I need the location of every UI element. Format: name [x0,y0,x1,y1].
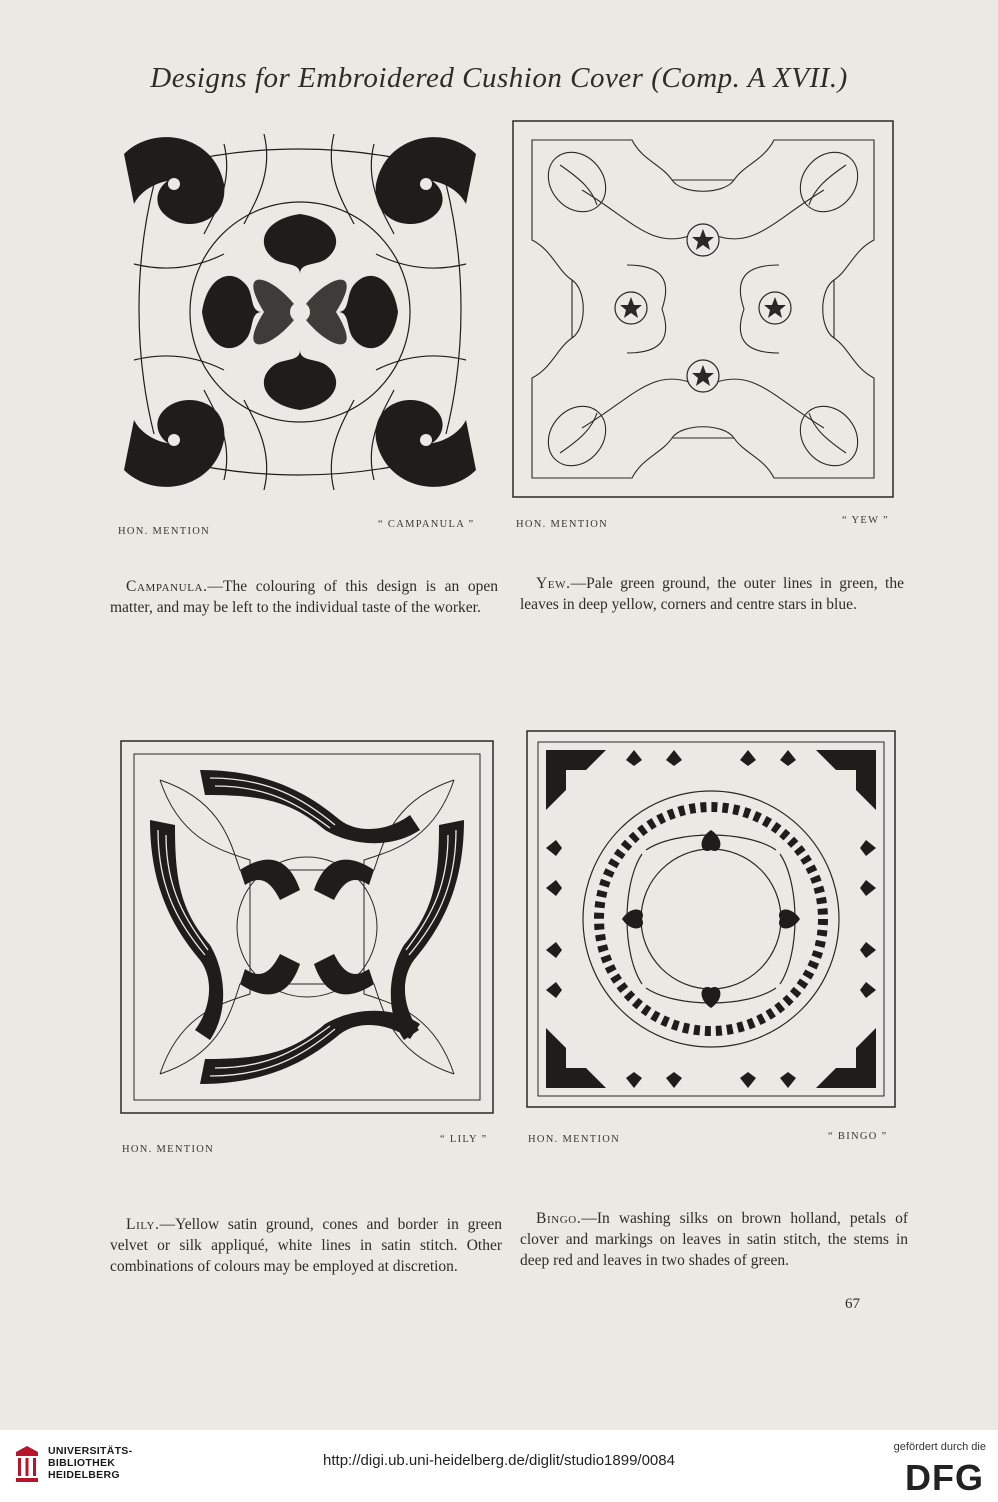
digitization-footer [0,1430,998,1502]
campanula-award: HON. MENTION [118,526,211,537]
lily-motto: “ LILY ” [440,1134,488,1145]
bingo-description [520,1208,908,1271]
lily-text: —Yellow satin ground, cones and border in green velvet or silk appliqué, white lines in satin stitch. Other combinations of colours may be employed at discretion. [110,1216,502,1275]
funded-by-label: gefördert durch die [893,1441,986,1453]
bingo-lead: Bingo. [536,1210,582,1227]
yew-design-image [512,120,894,498]
page-title: Designs for Embroidered Cushion Cover (Comp. A XVII.) [150,62,848,94]
bingo-design-image [526,730,896,1108]
bingo-text: —In washing silks on brown holland, petals of clover and markings on leaves in satin stitch, the stems in deep red and leaves in two shades of green. [520,1210,908,1269]
campanula-design-image [114,124,486,500]
dfg-logo: DFG [905,1457,984,1498]
campanula-text: —The colouring of this design is an open matter, and may be left to the individual taste of the worker. [110,578,498,616]
bingo-award: HON. MENTION [528,1134,621,1145]
campanula-description [110,576,498,618]
lily-description [110,1214,502,1277]
campanula-lead: Campanula. [126,578,208,595]
lily-award: HON. MENTION [122,1144,215,1155]
library-name: UNIVERSITÄTS- BIBLIOTHEK HEIDELBERG [48,1445,133,1481]
yew-award: HON. MENTION [516,519,609,530]
yew-text: —Pale green ground, the outer lines in green, the leaves in deep yellow, corners and centre stars in blue. [520,575,904,613]
yew-motto: “ YEW ” [842,515,889,526]
source-url-link[interactable]: http://digi.ub.uni-heidelberg.de/diglit/studio1899/0084 [323,1452,675,1469]
campanula-motto: “ CAMPANULA ” [378,519,475,530]
yew-description [520,573,904,615]
lily-design-image [120,740,494,1114]
lily-lead: Lily. [126,1216,160,1233]
yew-lead: Yew. [536,575,571,592]
bingo-motto: “ BINGO ” [828,1131,888,1142]
page-number: 67 [845,1296,860,1312]
